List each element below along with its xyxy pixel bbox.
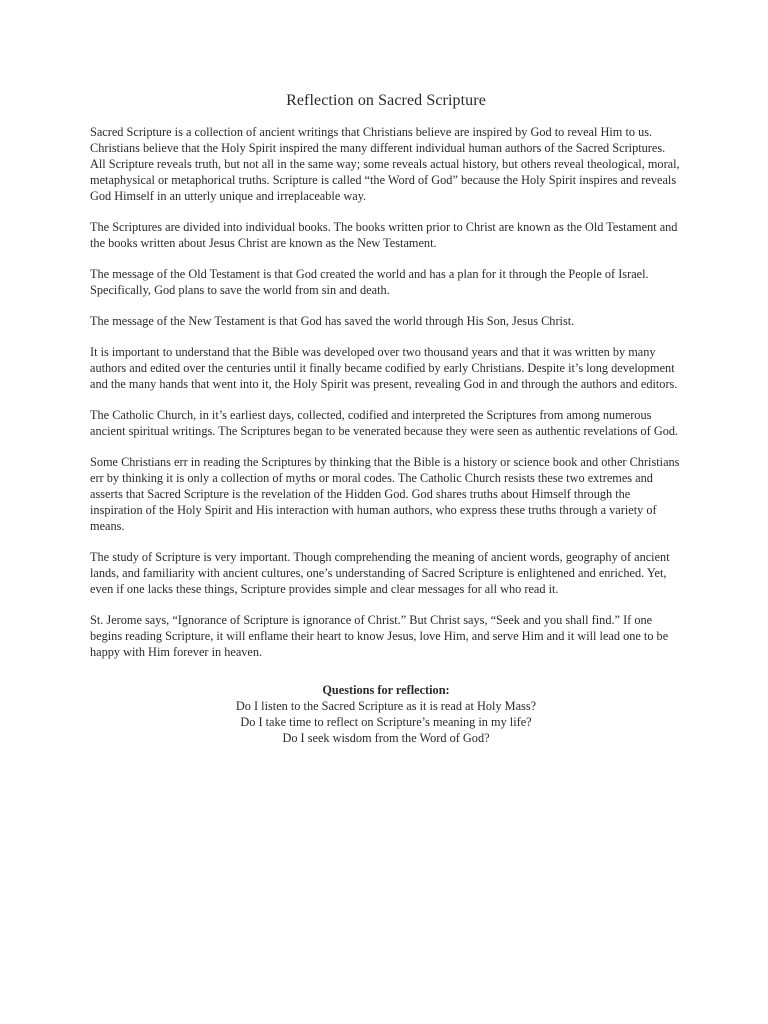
- document-title: Reflection on Sacred Scripture: [286, 92, 486, 109]
- questions-heading: Questions for reflection:: [322, 683, 450, 697]
- paragraph-study: The study of Scripture is very important. Though comprehending the meaning of ancient words, geography of ancient lands, and familiarity with ancient cultures, one’s understanding of Sacred Scripture is enlightened and enriched. Yet, even if one lacks these things, Scripture provides simple and clear messages for all who read it.: [90, 550, 670, 596]
- question-item: Do I seek wisdom from the Word of God?: [282, 731, 490, 745]
- paragraph-jerome: St. Jerome says, “Ignorance of Scripture is ignorance of Christ.” But Christ says, “Seek and you shall find.” If one begins reading Scripture, it will enflame their heart to know Jesus, love Him, and serve Him and it will lead one to be happy with Him forever in heaven.: [90, 613, 669, 659]
- question-item: Do I take time to reflect on Scripture’s meaning in my life?: [240, 715, 532, 729]
- paragraph-new-testament: The message of the New Testament is that God has saved the world through His Son, Jesus Christ.: [90, 314, 575, 328]
- document-page: [90, 92, 682, 746]
- paragraph-errors: Some Christians err in reading the Scriptures by thinking that the Bible is a history or science book and other Christians err by thinking it is only a collection of myths or moral codes. The Catholic Church resists these two extremes and asserts that Sacred Scripture is the revelation of the Hidden God. God shares truths about Himself through the inspiration of the Holy Spirit and His interaction with human authors, who express these truths through a variety of means.: [90, 455, 680, 533]
- paragraph-books: The Scriptures are divided into individual books. The books written prior to Christ are known as the Old Testament and the books written about Jesus Christ are known as the New Testament.: [90, 220, 678, 250]
- paragraph-old-testament: The message of the Old Testament is that God created the world and has a plan for it through the People of Israel. Specifically, God plans to save the world from sin and death.: [90, 267, 649, 297]
- paragraph-catholic-church: The Catholic Church, in it’s earliest days, collected, codified and interpreted the Scriptures from among numerous ancient spiritual writings. The Scriptures began to be venerated because they were seen as authentic revelations of God.: [90, 408, 679, 438]
- paragraph-development: It is important to understand that the Bible was developed over two thousand years and that it was written by many authors and edited over the centuries until it finally became codified by early Christians. Despite it’s long development and the many hands that went into it, the Holy Spirit was present, revealing God in and through the authors and editors.: [90, 345, 678, 391]
- reflection-questions: [90, 682, 682, 746]
- question-item: Do I listen to the Sacred Scripture as it is read at Holy Mass?: [235, 699, 537, 713]
- paragraph-intro: Sacred Scripture is a collection of ancient writings that Christians believe are inspired by God to reveal Him to us. Christians believe that the Holy Spirit inspired the many different individual human authors of the Sacred Scriptures. All Scripture reveals truth, but not all in the same way; some reveals actual history, but others reveal theological, moral, metaphysical or metaphorical truths. Scripture is called “the Word of God” because the Holy Spirit inspires and reveals God Himself in an utterly unique and irreplaceable way.: [90, 125, 680, 203]
